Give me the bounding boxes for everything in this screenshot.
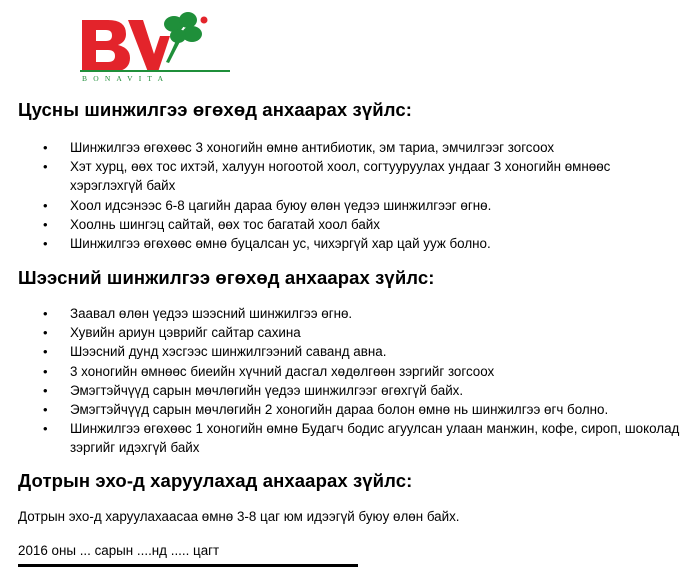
list-item: • Шинжилгээ өгөхөөс өмнө буцалсан ус, чихэргүй хар цай ууж болно. xyxy=(0,234,680,253)
list-item: • Шээсний дунд хэсгээс шинжилгээний саванд авна. xyxy=(0,342,680,361)
list-item: • Хоол идсэнээс 6-8 цагийн дараа буюу өлөн үедээ шинжилгээг өгнө. xyxy=(0,196,680,215)
signature-rule xyxy=(18,564,358,567)
bonavita-logo xyxy=(74,6,254,82)
list-item: • Хоолнь шингэц сайтай, өөх тос багатай хоол байх xyxy=(0,215,680,234)
blood-test-list xyxy=(0,138,690,253)
list-item: • 3 хоногийн өмнөөс биеийн хүчний дасгал хөдөлгөөн зэргийг зогсоох xyxy=(0,362,680,381)
urine-test-heading: Шээсний шинжилгээ өгөхөд анхаарах зүйлс: xyxy=(18,267,435,288)
list-item: • Эмэгтэйчүүд сарын мөчлөгийн 2 хоногийн дараа болон өмнө нь шинжилгээ өгч болно. xyxy=(0,400,680,419)
list-item: • Шинжилгээ өгөхөөс 3 хоногийн өмнө антибиотик, эм тариа, эмчилгээг зогсоох xyxy=(0,138,680,157)
urine-test-list xyxy=(0,304,690,458)
blood-test-heading: Цусны шинжилгээ өгөхөд анхаарах зүйлс: xyxy=(18,99,412,120)
date-line: 2016 оны ... сарын ....нд ..... цагт xyxy=(18,543,220,558)
ultrasound-heading: Дотрын эхо-д харуулахад анхаарах зүйлс: xyxy=(18,470,413,491)
ultrasound-paragraph: Дотрын эхо-д харуулахаасаа өмнө 3-8 цаг юм идээгүй буюу өлөн байх. xyxy=(18,509,460,524)
list-item: • Хэт хурц, өөх тос ихтэй, халуун ногоотой хоол, согтууруулах ундааг 3 хоногийн өмнөөс хэрэглэхгүй байх xyxy=(0,157,680,195)
bonavita-logo-graphic xyxy=(74,6,254,82)
list-item: • Шинжилгээ өгөхөөс 1 хоногийн өмнө Будагч бодис агуулсан улаан манжин, кофе, сироп, шоколад зэргийг идэхгүй байх xyxy=(0,419,680,457)
list-item: • Хувийн ариун цэврийг сайтар сахина xyxy=(0,323,680,342)
bonavita-wordmark: BONAVITA xyxy=(82,74,170,82)
list-item: • Эмэгтэйчүүд сарын мөчлөгийн үедээ шинжилгээг өгөхгүй байх. xyxy=(0,381,680,400)
list-item: • Заавал өлөн үедээ шээсний шинжилгээ өгнө. xyxy=(0,304,680,323)
